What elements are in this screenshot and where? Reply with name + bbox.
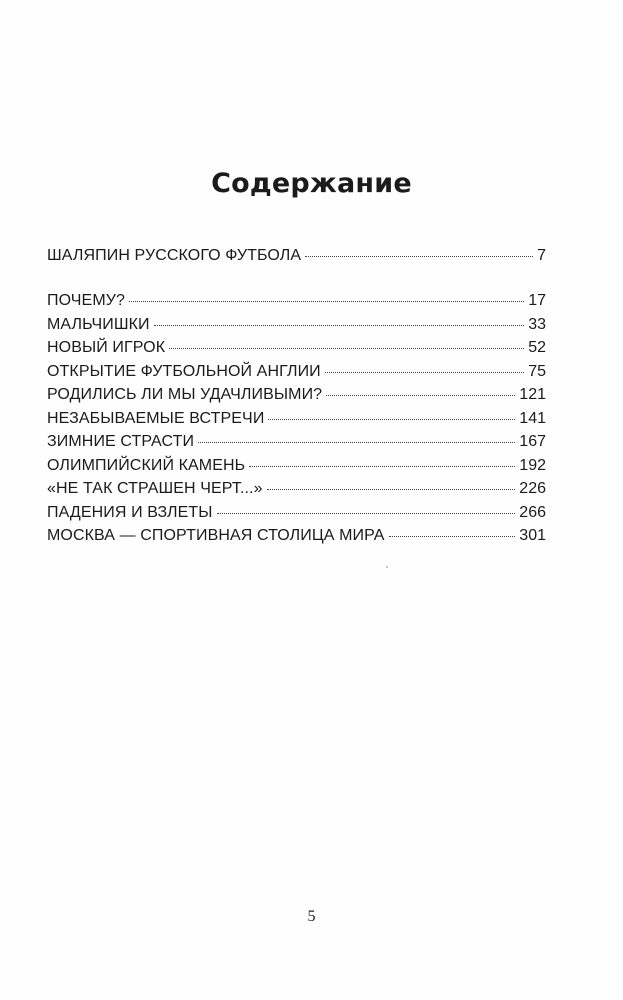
- toc-leader-dots: [305, 255, 533, 257]
- toc-leader-dots: [267, 488, 516, 490]
- toc-entry: [47, 524, 546, 548]
- toc-entry: [47, 360, 546, 384]
- toc-entry-title: ПАДЕНИЯ И ВЗЛЕТЫ: [47, 503, 213, 521]
- toc-leader-dots: [217, 512, 516, 514]
- toc-leader-dots: [325, 371, 524, 373]
- toc-entry-title: РОДИЛИСЬ ЛИ МЫ УДАЧЛИВЫМИ?: [47, 386, 323, 403]
- toc-leader-dots: [169, 347, 524, 349]
- page-title: Содержание: [211, 168, 412, 200]
- toc-entry-title: НЕЗАБЫВАЕМЫЕ ВСТРЕЧИ: [47, 409, 265, 427]
- toc-list-intro: [47, 244, 546, 268]
- toc-entry: [47, 383, 546, 407]
- toc-list: [47, 289, 546, 548]
- toc-entry-page: 192: [519, 456, 546, 474]
- toc-entry-page: 33: [528, 315, 546, 333]
- toc-entry-title: «НЕ ТАК СТРАШЕН ЧЕРТ...»: [47, 480, 263, 497]
- toc-entry-page: 141: [519, 409, 546, 427]
- toc-entry: [47, 289, 546, 313]
- paper-speck: [386, 566, 388, 568]
- toc-entry: [47, 430, 546, 454]
- toc-entry: [47, 313, 546, 337]
- toc-entry-title: ПОЧЕМУ?: [47, 292, 126, 309]
- toc-leader-dots: [326, 394, 515, 396]
- toc-entry-title: МАЛЬЧИШКИ: [47, 315, 150, 333]
- toc-entry: [47, 501, 546, 525]
- toc-entry-page: 17: [528, 292, 546, 309]
- toc-leader-dots: [389, 535, 516, 537]
- toc-entry-title: ЗИМНИЕ СТРАСТИ: [47, 433, 195, 450]
- toc-entry-page: 266: [519, 503, 546, 521]
- toc-entry: [47, 244, 546, 268]
- toc-entry: [47, 454, 546, 478]
- toc-entry-title: ШАЛЯПИН РУССКОГО ФУТБОЛА: [47, 247, 302, 264]
- toc-entry-title: ОЛИМПИЙСКИЙ КАМЕНЬ: [47, 456, 246, 474]
- toc-entry-page: 75: [528, 362, 546, 380]
- toc-entry-title: ОТКРЫТИЕ ФУТБОЛЬНОЙ АНГЛИИ: [47, 362, 321, 380]
- toc-entry-page: 167: [519, 433, 546, 450]
- toc-entry: [47, 407, 546, 431]
- toc-leader-dots: [129, 300, 524, 302]
- toc-leader-dots: [268, 418, 515, 420]
- page-number: 5: [307, 908, 316, 925]
- toc-entry-page: 7: [537, 247, 546, 264]
- toc-entry-page: 121: [519, 386, 546, 403]
- toc-entry-title: МОСКВА — СПОРТИВНАЯ СТОЛИЦА МИРА: [47, 527, 385, 544]
- toc-entry-page: 52: [528, 339, 546, 356]
- toc-entry-title: НОВЫЙ ИГРОК: [47, 339, 166, 356]
- toc-entry: [47, 477, 546, 501]
- toc-leader-dots: [198, 441, 515, 443]
- toc-entry-page: 301: [519, 527, 546, 544]
- toc-leader-dots: [249, 465, 515, 467]
- toc-entry-page: 226: [519, 480, 546, 497]
- toc-entry: [47, 336, 546, 360]
- toc-leader-dots: [154, 324, 525, 326]
